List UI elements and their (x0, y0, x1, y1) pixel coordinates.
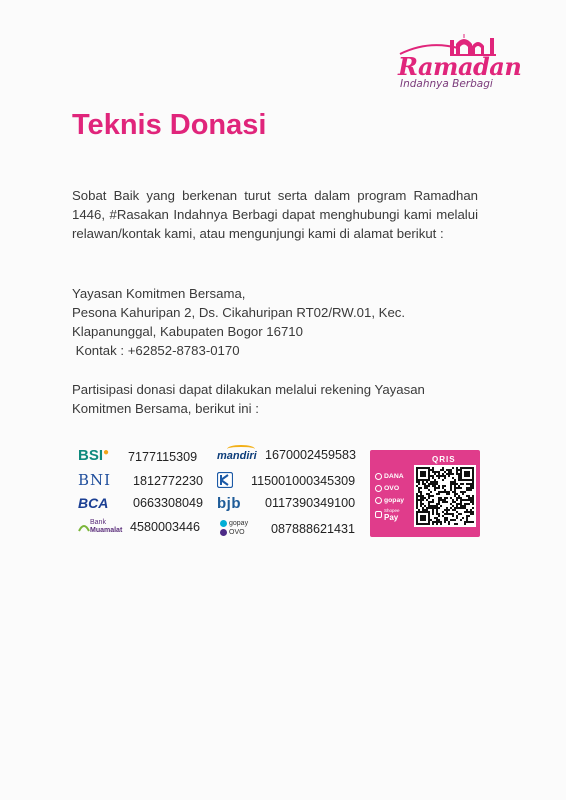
participation-paragraph: Partisipasi donasi dapat dilakukan melalui rekening Yayasan Komitmen Bersama, berikut ini : (72, 382, 425, 416)
address-line: Klapanunggal, Kabupaten Bogor 16710 (72, 324, 303, 339)
ewallet-account: 087888621431 (271, 522, 356, 536)
qris-wallet-list (375, 470, 404, 522)
qris-wallet-gopay: gopay (375, 494, 404, 506)
ramadan-logo (392, 30, 522, 94)
bca-account: 0663308049 (133, 496, 204, 510)
bri-logo (217, 471, 233, 489)
bri-logo-icon (217, 472, 233, 488)
intro-paragraph: Sobat Baik yang berkenan turut serta dalam program Ramadhan 1446, #Rasakan Indahnya Berbagi dapat menghubungi kami melalui relawan/kontak kami, atau mengunjungi kami di alamat berikut : (72, 188, 478, 241)
logo-brand: Ramadan (398, 52, 522, 81)
address-block (72, 284, 492, 360)
qris-title: QRIS (432, 455, 456, 464)
gopay-ovo-logo: gopay OVO (220, 519, 248, 537)
muamalat-account: 4580003446 (130, 520, 201, 534)
bsi-logo: BSI● (78, 446, 110, 464)
bri-account: 115001000345309 (251, 474, 356, 488)
logo-tagline: Indahnya Berbagi (400, 78, 493, 90)
address-line: Pesona Kahuripan 2, Ds. Cikahuripan RT02/RW.01, Kec. (72, 305, 406, 320)
bca-logo: BCA (78, 495, 109, 511)
muamalat-logo: Bank Muamalat (78, 518, 122, 536)
qris-wallet-shopeepay: Shopee Pay (375, 506, 404, 522)
muamalat-mark-icon (78, 521, 90, 533)
qris-wallet-dana: DANA (375, 470, 404, 482)
bsi-account: 7177115309 (128, 450, 198, 464)
qris-panel (370, 450, 480, 537)
qris-wallet-ovo: OVO (375, 482, 404, 494)
page-title: Teknis Donasi (72, 109, 267, 141)
bni-logo: BNI (78, 471, 112, 489)
mandiri-account: 1670002459583 (265, 448, 357, 462)
address-line: Yayasan Komitmen Bersama, (72, 286, 246, 301)
qr-code-icon (414, 465, 476, 527)
bjb-logo: bjb (217, 494, 241, 512)
contact-line: Kontak : +62852-8783-0170 (72, 343, 240, 358)
bni-account: 1812772230 (133, 474, 204, 488)
mandiri-logo: mandiri (217, 447, 257, 465)
bjb-account: 0117390349100 (265, 496, 356, 510)
